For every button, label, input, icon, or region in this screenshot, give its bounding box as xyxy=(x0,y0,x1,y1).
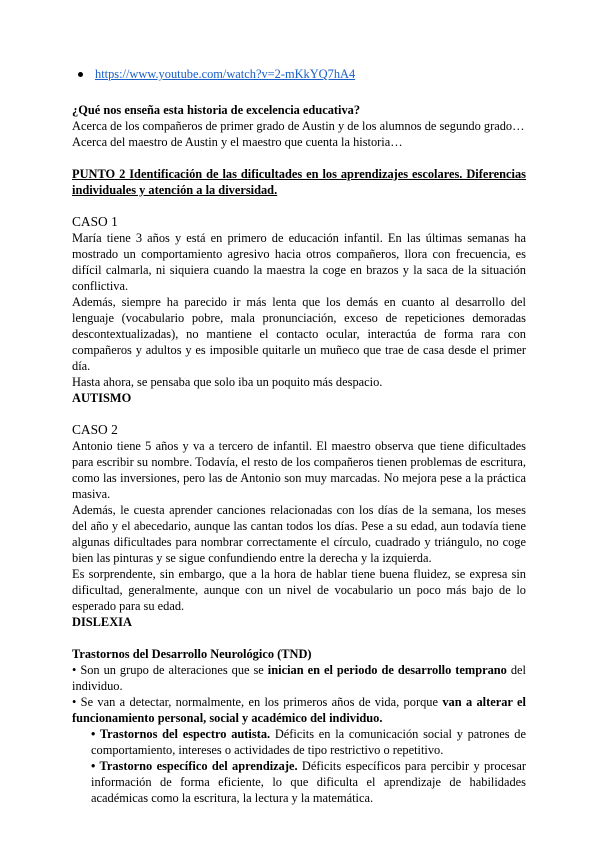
tnd-bullet-text: • Son un grupo de alteraciones que se xyxy=(72,663,268,677)
case-2-answer: DISLEXIA xyxy=(72,615,132,629)
case-1-paragraph: Además, siempre ha parecido ir más lenta que los demás en cuanto al desarrollo del lenguaje (vocabulario pobre, mala pronunciación, exceso de repeticiones demoradas descontextualizadas), no mantiene el contacto ocular, interactúa de forma rara con compañeros y adultos y es imposible quitarle un muñeco que trae de casa desde el primer día. xyxy=(72,295,526,373)
case-2-title: CASO 2 xyxy=(72,422,118,437)
tnd-bullet-emphasis: inician en el periodo de desarrollo temprano xyxy=(267,663,507,677)
tnd-bullet-text: • Se van a detectar, normalmente, en los primeros años de vida, porque xyxy=(72,695,443,709)
tnd-sub-bullet-text: Déficits en la comunicación social y patrones de comportamiento, intereses o actividades de tipo restrictivo o repetitivo. xyxy=(91,727,526,757)
case-1-title: CASO 1 xyxy=(72,214,118,229)
case-1-paragraph: María tiene 3 años y está en primero de educación infantil. En las últimas semanas ha mostrado un comportamiento agresivo hacia otros compañeros, llora con frecuencia, es difícil calmarla, ni siquiera cuando la maestra la coge en brazos y la saca de la situación conflictiva. xyxy=(72,231,526,293)
youtube-link[interactable]: https://www.youtube.com/watch?v=2-mKkYQ7hA4 xyxy=(95,67,356,81)
document-page xyxy=(72,66,526,806)
bullet-icon xyxy=(78,72,83,77)
tnd-heading: Trastornos del Desarrollo Neurológico (TND) xyxy=(72,647,312,661)
tnd-bullet-text: del individuo. xyxy=(72,663,526,693)
tnd-sub-bullet-title: • Trastorno específico del aprendizaje. xyxy=(91,759,298,773)
case-2-paragraph: Es sorprendente, sin embargo, que a la hora de hablar tiene buena fluidez, se expresa sin dificultad, generalmente, aunque con un nivel de vocabulario un poco más bajo de lo esperado para su edad. xyxy=(72,567,526,613)
tnd-sub-bullet-title: • Trastornos del espectro autista. xyxy=(91,727,271,741)
case-1-paragraph: Hasta ahora, se pensaba que solo iba un poquito más despacio. xyxy=(72,375,383,389)
case-2-paragraph: Antonio tiene 5 años y va a tercero de infantil. El maestro observa que tiene dificultades para escribir su nombre. Todavía, el resto de los compañeros tienen problemas de escritura, como las inversiones, pero las de Antonio son muy marcadas. No mejora pese a la práctica masiva. xyxy=(72,439,526,501)
tnd-bullet-emphasis: van a alterar el funcionamiento personal, social y académico del individuo. xyxy=(72,695,526,725)
tnd-sub-bullet-text: Déficits específicos para percibir y procesar información de forma eficiente, lo que dificulta el aprendizaje de habilidades académicas como la escritura, la lectura y la matemática. xyxy=(91,759,526,805)
tnd-sub-bullet xyxy=(91,758,526,806)
question-answer-line: Acerca del maestro de Austin y el maestro que cuenta la historia… xyxy=(72,135,403,149)
link-list-item xyxy=(78,66,526,82)
tnd-bullet xyxy=(72,694,526,726)
case-2-paragraph: Además, le cuesta aprender canciones relacionadas con los días de la semana, los meses del año y el abecedario, aunque las cantan todos los días. Pese a su edad, aun todavía tiene algunas dificultades para nombrar correctamente el círculo, cuadrado y triángulo, no coge bien las pinturas y se sigue confundiendo entre la derecha y la izquierda. xyxy=(72,503,526,565)
tnd-sub-bullet xyxy=(91,726,526,758)
question-heading: ¿Qué nos enseña esta historia de excelencia educativa? xyxy=(72,103,361,117)
case-1-answer: AUTISMO xyxy=(72,391,132,405)
tnd-bullet xyxy=(72,662,526,694)
question-answer-line: Acerca de los compañeros de primer grado de Austin y de los alumnos de segundo grado… xyxy=(72,119,525,133)
section-heading-punto-2: PUNTO 2 Identificación de las dificultades en los aprendizajes escolares. Diferencias individuales y atención a la diversidad. xyxy=(72,167,526,197)
